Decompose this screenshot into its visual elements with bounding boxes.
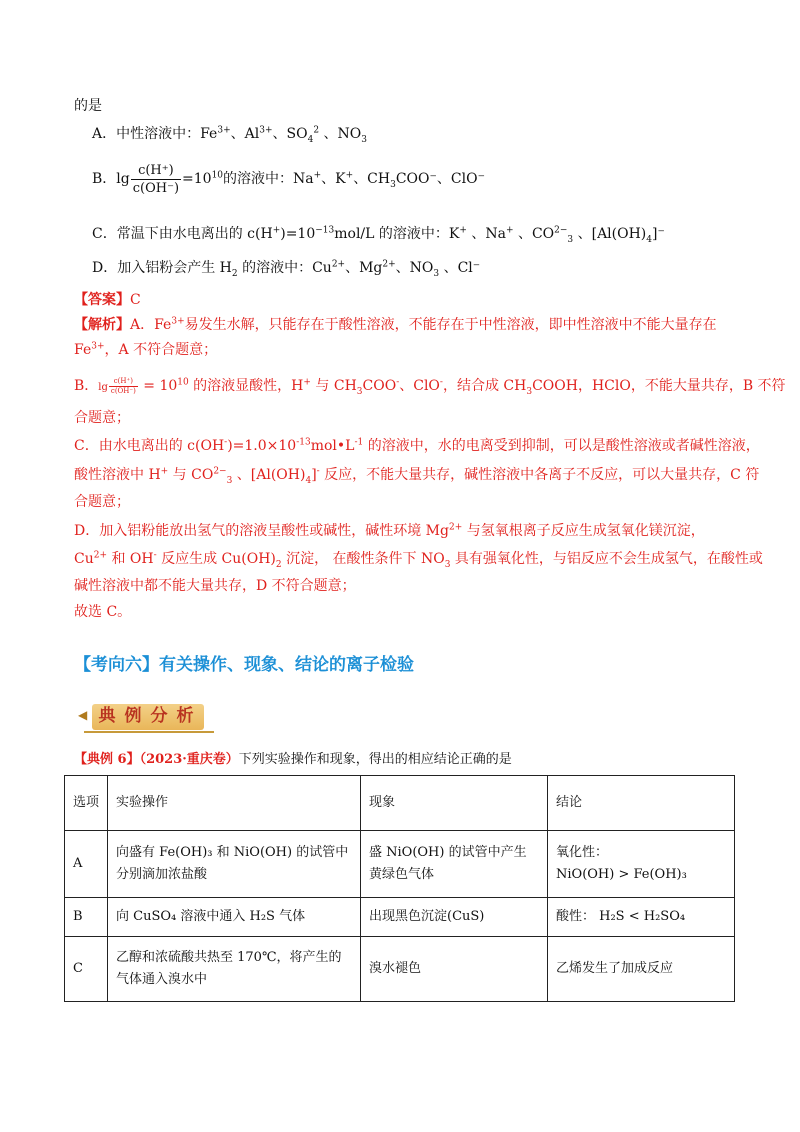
example-stem: 【典例 6】（2023·重庆卷）下列实验操作和现象，得出的相应结论正确的是 — [74, 752, 512, 767]
header-operation: 实验操作 — [108, 776, 361, 831]
banner-char: 例 — [124, 706, 142, 726]
header-conclusion: 结论 — [548, 776, 735, 831]
analysis-d-line2: $Cu^{2+}$ 和 OH- 反应生成 $Cu(OH)_2$ 沉淀， 在酸性条件下 $NO_3$ 具有强氧化性，与铝反应不会生成氢气，在酸性或 — [74, 550, 763, 570]
cell-conclusion: 氧化性： NiO(OH) > Fe(OH)₃ — [548, 831, 735, 898]
answer: 【答案】C — [74, 292, 141, 308]
banner-char: 分 — [150, 706, 168, 726]
analysis-a-line1: 【解析】A．$Fe^{3+}$易发生水解，只能存在于酸性溶液，不能存在于中性溶液，即中性溶液中不能大量存在 — [74, 316, 717, 333]
analysis-d-line1: D．加入铝粉能放出氢气的溶液呈酸性或碱性，碱性环境 $Mg^{2+}$ 与氢氧根离子反应生成氢氧化镁沉淀， — [74, 522, 705, 539]
cell-option: A — [65, 831, 108, 898]
analysis-c-line1: C．由水电离出的 $c(OH^-)=1.0\times 10^{-13}mol•L^{-1}$ 的溶液中，水的电离受到抑制，可以是酸性溶液或者碱性溶液， — [74, 437, 760, 454]
option-a: A．中性溶液中：$Fe^{3+}$、$Al^{3+}$、$SO_4^2$ 、$NO_3$ — [92, 125, 367, 145]
cell-phenomenon: 出现黑色沉淀(CuS) — [361, 898, 548, 937]
small-ratio-fraction: $\frac{c(H^+)}{c(OH^-)}$ — [110, 376, 136, 395]
header-phenomenon: 现象 — [361, 776, 548, 831]
banner-underline — [84, 731, 214, 733]
banner-char: 析 — [176, 706, 194, 726]
analysis-c-line2: 酸性溶液中 H+ 与 $CO^{2-}_3$ 、$[Al(OH)_4]^-$ 反应，不能大量共存，碱性溶液中各离子不反应，可以大量共存，C 符 — [74, 466, 760, 486]
analysis-conclusion: 故选 C。 — [74, 604, 132, 620]
speaker-icon: ◀ — [78, 708, 88, 722]
cell-option: B — [65, 898, 108, 937]
cell-operation: 乙醇和浓硫酸共热至 170℃，将产生的 气体通入溴水中 — [108, 937, 361, 1002]
cell-phenomenon: 溴水褪色 — [361, 937, 548, 1002]
cell-operation: 向盛有 Fe(OH)₃ 和 NiO(OH) 的试管中 分别滴加浓盐酸 — [108, 831, 361, 898]
ratio-fraction: $\frac{c(H^+)}{c(OH^-)}$ — [132, 162, 180, 196]
analysis-b-line1: B．lg $\frac{c(H^+)}{c(OH^-)}$ = $10^{10}$ 的溶液显酸性，H+ 与 $CH_3COO^-$、ClO-，结合成 $CH_3COOH$，HClO，不能大量共存，B 不符 — [74, 376, 786, 397]
table-header-row — [65, 776, 735, 831]
analysis-d-line3: 碱性溶液中都不能大量共存，D 不符合题意； — [74, 578, 356, 594]
banner-char: 典 — [98, 706, 116, 726]
header-option: 选项 — [65, 776, 108, 831]
cell-conclusion: 乙烯发生了加成反应 — [548, 937, 735, 1002]
cell-operation: 向 CuSO₄ 溶液中通入 H₂S 气体 — [108, 898, 361, 937]
experiment-table — [64, 775, 735, 1002]
question-intro: 的是 — [74, 98, 102, 114]
option-b: B．lg $\frac{c(H^+)}{c(OH^-)}$ $=10^{10}$的溶液中：Na+、K+、$CH_3COO^-$、ClO⁻ — [92, 162, 485, 196]
cell-option: C — [65, 937, 108, 1002]
analysis-c-line3: 合题意； — [74, 494, 130, 510]
analysis-b-line2: 合题意； — [74, 410, 130, 426]
section-heading: 【考向六】有关操作、现象、结论的离子检验 — [74, 655, 414, 675]
analysis-a-line2: $Fe^{3+}$，A 不符合题意； — [74, 341, 218, 358]
option-d: D．加入铝粉会产生 $H_2$ 的溶液中：$Cu^{2+}$、$Mg^{2+}$、$NO_3$ 、Cl⁻ — [92, 259, 481, 279]
table-row — [65, 898, 735, 937]
option-c: C．常温下由水电离出的 $c(H^+)=10^{-13}mol/L$ 的溶液中：K+ 、Na+ 、$CO^{2-}_3$ 、$[Al(OH)_4]^-$ — [92, 225, 665, 245]
table-row — [65, 937, 735, 1002]
cell-conclusion: 酸性： H₂S < H₂SO₄ — [548, 898, 735, 937]
cell-phenomenon: 盛 NiO(OH) 的试管中产生 黄绿色气体 — [361, 831, 548, 898]
table-row — [65, 831, 735, 898]
example-banner — [78, 700, 218, 734]
